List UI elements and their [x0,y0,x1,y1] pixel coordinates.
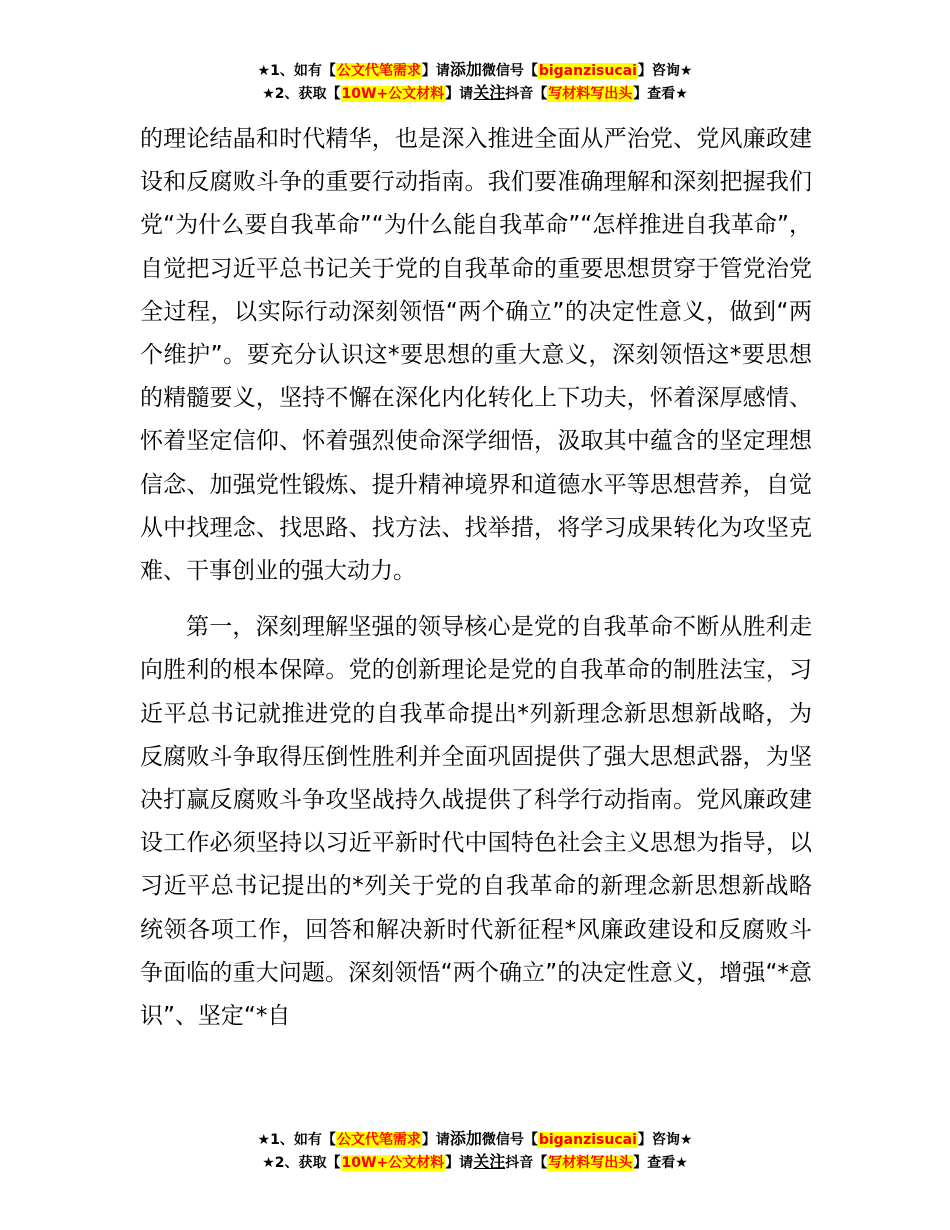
banner-line-1 [0,1128,950,1151]
banner-text: 】查看 [633,1155,676,1171]
highlight-douyin-id: 写材料写出头 [548,1155,633,1171]
banner-emphasis: 关注 [473,83,506,102]
paragraph: 第一，深刻理解坚强的领导核心是党的自我革命不断从胜利走向胜利的根本保障。党的创新理论是党的自我革命的制胜法宝，习近平总书记就推进党的自我革命提出*列新理念新思想新战略，为反腐败斗争取得压倒性胜利并全面巩固提供了强大思想武器，为坚决打赢反腐败斗争攻坚战持久战提供了科学行动指南。党风廉政建设工作必须坚持以习近平新时代中国特色社会主义思想为指导，以习近平总书记提出的*列关于党的自我革命的新理念新思想新战略统领各项工作，回答和解决新时代新征程*风廉政建设和反腐败斗争面临的重大问题。深刻领悟“两个确立”的决定性意义，增强“*意识”、坚定“*自 [140,614,812,1030]
highlight-service: 公文代笔需求 [336,63,421,79]
highlight-douyin-id: 写材料写出头 [548,86,633,102]
star-icon: ★ [675,86,688,102]
highlight-wechat-id: biganzisucai [538,63,637,79]
banner-text: 】咨询 [637,63,680,79]
banner-text: 】请 [421,63,450,79]
star-icon: ★ [679,1132,693,1148]
banner-text: 微信号【 [481,1132,538,1148]
highlight-service: 公文代笔需求 [336,1132,421,1148]
highlight-materials: 10W+公文材料 [341,86,445,102]
star-icon: ★ [675,1155,688,1171]
star-icon: ★ [257,1132,271,1148]
banner-line-1 [0,59,950,82]
footer-banner [0,1128,950,1174]
banner-text: 1、如有【 [270,1132,336,1148]
banner-text: 微信号【 [481,63,538,79]
highlight-wechat-id: biganzisucai [538,1132,637,1148]
header-banner [0,59,950,105]
document-body [140,118,812,1038]
banner-line-2 [0,82,950,105]
banner-emphasis: 关注 [473,1152,506,1171]
banner-line-2 [0,1151,950,1174]
paragraph: 的理论结晶和时代精华，也是深入推进全面从严治党、党风廉政建设和反腐败斗争的重要行动指南。我们要准确理解和深刻把握我们党“为什么要自我革命”“为什么能自我革命”“怎样推进自我革命”，自觉把习近平总书记关于党的自我革命的重要思想贯穿于管党治党全过程，以实际行动深刻领悟“两个确立”的决定性意义，做到“两个维护”。要充分认识这*要思想的重大意义，深刻领悟这*要思想的精髓要义，坚持不懈在深化内化转化上下功夫，怀着深厚感情、怀着坚定信仰、怀着强烈使命深学细悟，汲取其中蕴含的坚定理想信念、加强党性锻炼、提升精神境界和道德水平等思想营养，自觉从中找理念、找思路、找方法、找举措，将学习成果转化为攻坚克难、干事创业的强大动力。 [140,126,812,585]
banner-text: 】查看 [633,86,676,102]
banner-text: 】请 [445,1155,474,1171]
banner-text: 抖音【 [505,1155,548,1171]
banner-emphasis: 添加 [449,60,482,79]
banner-text: 2、获取【 [274,86,341,102]
banner-text: 】咨询 [637,1132,680,1148]
star-icon: ★ [262,86,275,102]
banner-text: 1、如有【 [270,63,336,79]
banner-text: 】请 [421,1132,450,1148]
star-icon: ★ [679,63,693,79]
banner-text: 】请 [445,86,474,102]
star-icon: ★ [262,1155,275,1171]
banner-text: 抖音【 [505,86,548,102]
banner-emphasis: 添加 [449,1129,482,1148]
highlight-materials: 10W+公文材料 [341,1155,445,1171]
star-icon: ★ [257,63,271,79]
banner-text: 2、获取【 [274,1155,341,1171]
